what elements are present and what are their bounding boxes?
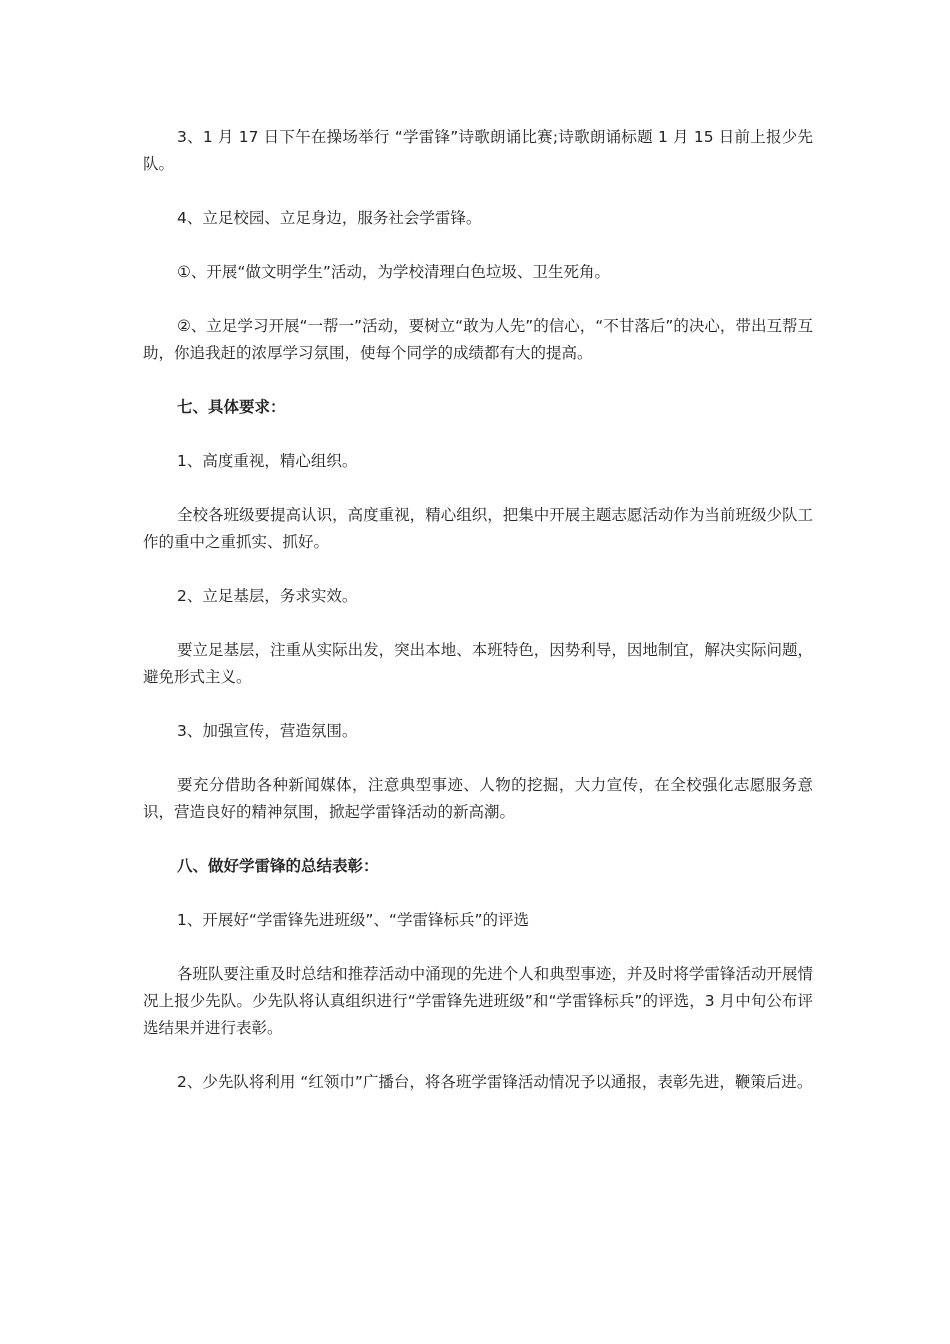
paragraph-summary-1-detail: 各班队要注重及时总结和推荐活动中涌现的先进个人和典型事迹，并及时将学雷锋活动开展情况上报少先队。少先队将认真组织进行“学雷锋先进班级”和“学雷锋标兵”的评选，3 月中旬公布评选结果并进行表彰。	[143, 965, 813, 1037]
paragraph-civilized-student: ①、开展“做文明学生”活动，为学校清理白色垃圾、卫生死角。	[177, 263, 610, 281]
paragraph-requirement-2: 2、立足基层，务求实效。	[177, 587, 358, 605]
paragraph-requirement-3: 3、加强宣传，营造氛围。	[177, 722, 358, 740]
paragraph-requirement-1-detail: 全校各班级要提高认识，高度重视，精心组织，把集中开展主题志愿活动作为当前班级少队工作的重中之重抓实、抓好。	[143, 506, 813, 551]
document-body	[143, 124, 813, 1123]
paragraph-item-4: 4、立足校园、立足身边，服务社会学雷锋。	[177, 209, 482, 227]
paragraph-requirement-1: 1、高度重视，精心组织。	[177, 452, 358, 470]
section-heading-summary: 八、做好学雷锋的总结表彰：	[177, 857, 379, 875]
paragraph-requirement-3-detail: 要充分借助各种新闻媒体，注意典型事迹、人物的挖掘，大力宣传，在全校强化志愿服务意识，营造良好的精神氛围，掀起学雷锋活动的新高潮。	[143, 776, 813, 821]
paragraph-summary-1: 1、开展好“学雷锋先进班级”、“学雷锋标兵”的评选	[177, 911, 529, 929]
paragraph-requirement-2-detail: 要立足基层，注重从实际出发，突出本地、本班特色，因势利导，因地制宜，解决实际问题，避免形式主义。	[143, 641, 813, 686]
paragraph-poetry-contest: 3、1 月 17 日下午在操场举行 “学雷锋”诗歌朗诵比赛;诗歌朗诵标题 1 月 15 日前上报少先队。	[143, 128, 813, 173]
paragraph-summary-2: 2、少先队将利用 “红领巾”广播台，将各班学雷锋活动情况予以通报，表彰先进，鞭策后进。	[177, 1073, 813, 1091]
paragraph-one-help-one: ②、立足学习开展“一帮一”活动，要树立“敢为人先”的信心，“不甘落后”的决心，带出互帮互助，你追我赶的浓厚学习氛围，使每个同学的成绩都有大的提高。	[143, 317, 813, 362]
section-heading-requirements: 七、具体要求：	[177, 398, 286, 416]
